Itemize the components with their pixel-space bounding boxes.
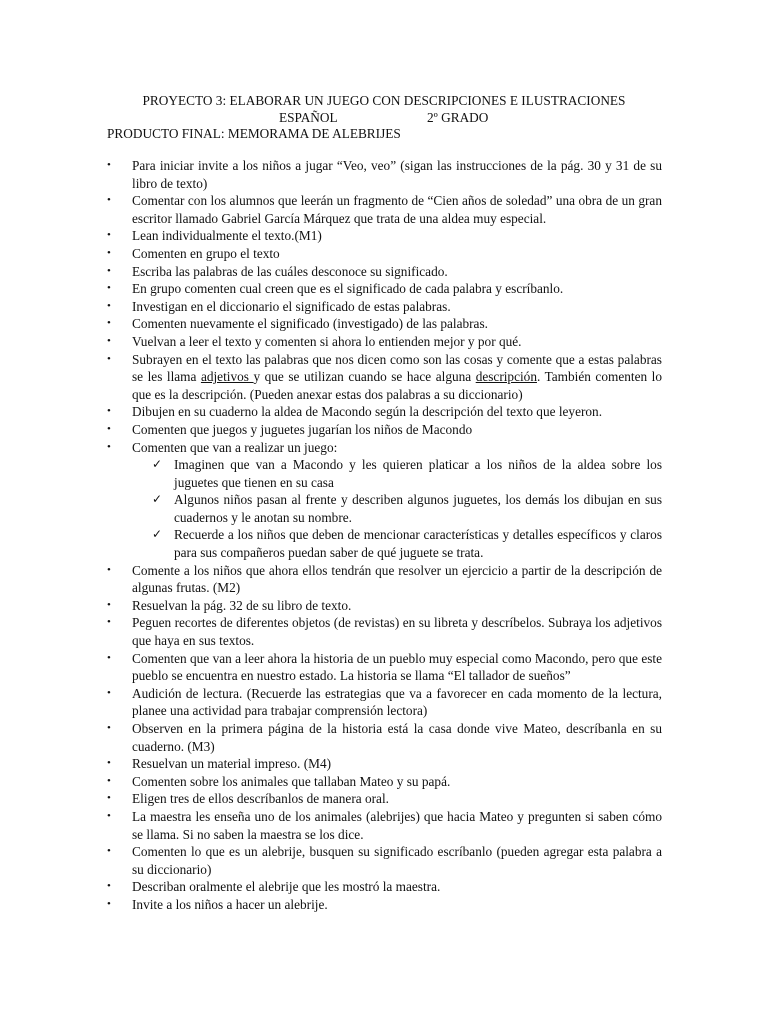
- bullet-icon: •: [107, 722, 111, 734]
- list-item: • Comenten sobre los animales que tallaban Mateo y su papá.: [107, 773, 451, 789]
- activity-list: [0, 157, 768, 914]
- underlined-term-descripcion: descripción: [475, 369, 537, 385]
- list-item: • Escriba las palabras de las cuáles desconoce su significado.: [107, 263, 448, 279]
- list-item: • Subrayen en el texto las palabras que nos dicen como son las cosas y comente que a estas palabras se les llama adjetivos y que se utilizan cuando se hace alguna descripción. También comenten lo que es la descripción. (Pueden anexar estas dos palabras a su diccionario): [107, 351, 662, 402]
- list-item: • Comenten que juegos y juguetes jugarían los niños de Macondo: [107, 421, 473, 437]
- sublist-item: ✓ Imaginen que van a Macondo y les quieren platicar a los niños de la aldea sobre los juguetes que tienen en su casa: [152, 457, 662, 490]
- list-item: • Comenten lo que es un alebrije, busquen su significado escríbanlo (pueden agregar esta palabra a su diccionario): [107, 844, 662, 877]
- bullet-icon: •: [107, 651, 111, 664]
- list-item: • Comente a los niños que ahora ellos tendrán que resolver un ejercicio a partir de la descripción de algunas frutas. (M2): [107, 562, 662, 596]
- bullet-icon: •: [107, 194, 111, 207]
- list-item: • Comenten que van a realizar un juego: ✓ Imaginen que van a Macondo y les quieren platicar a los niños de la aldea sobre los juguetes que tienen en su casa ✓ Algunos niños pasan al frente y describen algunos juguetes, los demás los dibujan en sus cuadernos y le anotan su nombre. ✓ Recuerde a los niños que deben de mencionar características y detalles específicos y claros para sus compañeros puedan saber de qué juguete se trata.: [107, 439, 662, 561]
- checkmark-icon: ✓: [152, 527, 163, 542]
- bullet-icon: •: [107, 264, 111, 277]
- list-item: • Para iniciar invite a los niños a jugar “Veo, veo” (sigan las instrucciones de la pág. 30 y 31 de su libro de texto): [107, 158, 662, 191]
- list-item: • Observen en la primera página de la historia está la casa donde vive Mateo, descríbanla en su cuaderno. (M3): [107, 721, 662, 754]
- bullet-icon: •: [107, 598, 111, 611]
- list-item: • La maestra les enseña uno de los animales (alebrijes) que hacia Mateo y pregunten si saben cómo se llama. Si no saben la maestra se los dice.: [107, 808, 662, 842]
- bullet-icon: •: [107, 686, 111, 699]
- bullet-icon: •: [107, 299, 111, 312]
- list-item: • Audición de lectura. (Recuerde las estrategias que va a favorecer en cada momento de la lectura, planee una actividad para trabajar comprensión lectora): [107, 685, 662, 719]
- bullet-icon: •: [107, 774, 111, 787]
- list-item: • Vuelvan a leer el texto y comenten si ahora lo entienden mejor y por qué.: [107, 333, 522, 349]
- bullet-icon: •: [107, 563, 111, 576]
- sublist-item: ✓ Recuerde a los niños que deben de mencionar características y detalles específicos y claros para sus compañeros puedan saber de qué juguete se trata.: [152, 527, 662, 561]
- bullet-icon: •: [107, 334, 111, 347]
- list-item: • Dibujen en su cuaderno la aldea de Macondo según la descripción del texto que leyeron.: [107, 404, 603, 420]
- list-item: • Invite a los niños a hacer un alebrije.: [107, 896, 328, 912]
- bullet-icon: •: [107, 757, 111, 770]
- bullet-icon: •: [107, 422, 111, 435]
- bullet-icon: •: [107, 317, 111, 330]
- bullet-icon: •: [107, 845, 111, 858]
- sublist-item: ✓ Algunos niños pasan al frente y describen algunos juguetes, los demás los dibujan en sus cuadernos y le anotan su nombre.: [152, 492, 662, 525]
- subject-grade-line: [0, 109, 768, 126]
- list-item: • Peguen recortes de diferentes objetos (de revistas) en su libreta y descríbelos. Subraya los adjetivos que haya en sus textos.: [107, 615, 662, 649]
- list-item: • Comentar con los alumnos que leerán un fragmento de “Cien años de soledad” una obra de un gran escritor llamado Gabriel García Márquez que trata de una aldea muy especial.: [107, 193, 662, 226]
- list-item: • Eligen tres de ellos descríbanlos de manera oral.: [107, 791, 389, 807]
- bullet-icon: •: [107, 405, 111, 418]
- checkmark-icon: ✓: [152, 492, 163, 507]
- grade-label: 2º GRADO: [427, 110, 489, 125]
- list-item: • Comenten nuevamente el significado (investigado) de las palabras.: [107, 316, 488, 332]
- underlined-term-adjetivos: adjetivos: [200, 369, 254, 385]
- bullet-icon: •: [107, 792, 111, 805]
- bullet-icon: •: [107, 809, 111, 822]
- bullet-icon: •: [107, 897, 111, 910]
- bullet-icon: •: [107, 282, 111, 295]
- list-item: • Comenten en grupo el texto: [107, 245, 280, 261]
- list-item: • Lean individualmente el texto.(M1): [107, 228, 322, 244]
- bullet-icon: •: [107, 246, 111, 259]
- list-item: • Investigan en el diccionario el significado de estas palabras.: [107, 298, 451, 314]
- list-item: • Comenten que van a leer ahora la historia de un pueblo muy especial como Macondo, pero que este pueblo se encuentra en nuestro estado. La historia se llama “El tallador de sueños”: [107, 650, 662, 684]
- bullet-icon: •: [107, 440, 111, 453]
- list-item: • Describan oralmente el alebrije que les mostró la maestra.: [107, 879, 441, 895]
- bullet-icon: •: [107, 159, 111, 171]
- game-sublist: [132, 456, 662, 562]
- list-item: • Resuelvan un material impreso. (M4): [107, 756, 332, 772]
- bullet-icon: •: [107, 880, 111, 893]
- list-item: • En grupo comenten cual creen que es el significado de cada palabra y escríbanlo.: [107, 281, 564, 297]
- final-product-heading: PRODUCTO FINAL: MEMORAMA DE ALEBRIJES: [107, 126, 401, 141]
- list-item: • Resuelvan la pág. 32 de su libro de texto.: [107, 597, 352, 613]
- bullet-icon: •: [107, 616, 111, 629]
- checkmark-icon: ✓: [152, 457, 163, 472]
- subject-label: ESPAÑOL: [279, 110, 338, 125]
- bullet-icon: •: [107, 352, 111, 365]
- bullet-icon: •: [107, 229, 111, 242]
- project-title: PROYECTO 3: ELABORAR UN JUEGO CON DESCRIPCIONES E ILUSTRACIONES: [142, 93, 626, 108]
